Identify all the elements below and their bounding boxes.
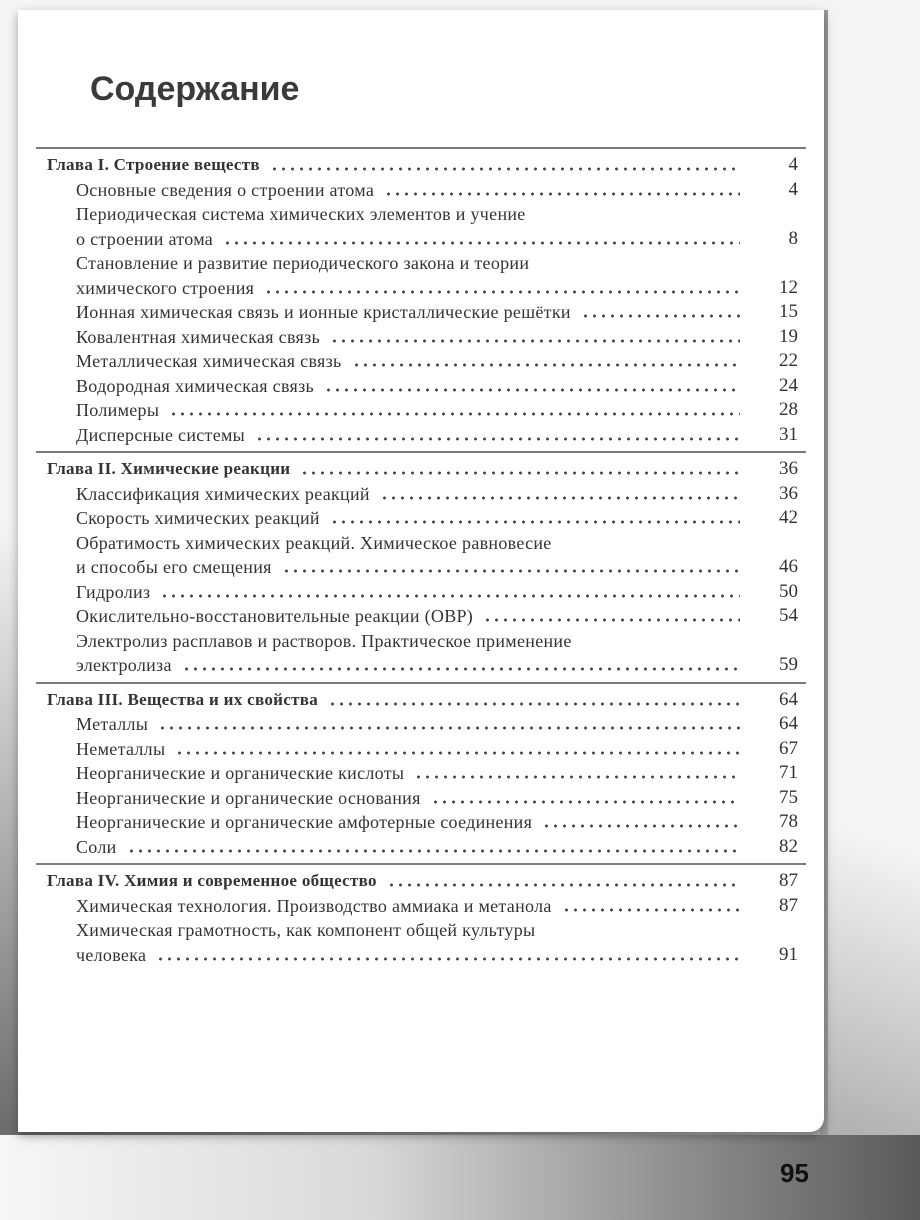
dot-leader xyxy=(384,192,740,196)
toc-page-number: 28 xyxy=(779,399,798,420)
toc-page-number: 50 xyxy=(779,580,798,602)
dot-leader xyxy=(330,520,740,524)
dot-leader xyxy=(352,363,740,367)
toc-page-number: 82 xyxy=(779,835,798,857)
toc-entry-line: Металлическая химическая связь xyxy=(76,351,342,371)
dot-leader xyxy=(380,496,740,500)
toc-entry-line: Основные сведения о строении атома xyxy=(76,179,375,200)
chapter-divider xyxy=(36,863,806,865)
toc-page-number: 67 xyxy=(779,737,798,759)
toc-page-number: 46 xyxy=(779,556,798,577)
dot-leader xyxy=(182,667,740,671)
toc-entry-line: Неорганические и органические амфотерные соединения xyxy=(76,812,533,832)
dot-leader xyxy=(175,751,740,755)
toc-entry-line: Обратимость химических реакций. Химическое равновесие xyxy=(76,532,552,553)
toc-page-number: 22 xyxy=(779,350,798,371)
toc-entry-line: химического строения xyxy=(76,277,255,298)
toc-entry-line: электролиза xyxy=(76,655,172,675)
dot-leader xyxy=(270,167,740,171)
chapter-heading: Глава II. Химические реакции xyxy=(47,459,291,478)
page-number: 95 xyxy=(780,1158,809,1188)
toc-entry-line: человека xyxy=(76,944,147,965)
toc-page-number: 31 xyxy=(779,423,798,445)
dot-leader xyxy=(300,471,740,475)
toc-entry-line: Становление и развитие периодического закона и теории xyxy=(76,253,530,273)
chapter-page-number: 4 xyxy=(788,154,798,175)
toc-page-number: 4 xyxy=(788,178,798,200)
dot-leader xyxy=(282,569,740,573)
toc-entry-line: Соли xyxy=(76,836,117,857)
toc-entry-line: Окислительно-восстановительные реакции (ОВР) xyxy=(76,606,474,626)
dot-leader xyxy=(158,726,740,730)
toc-entry-line: Водородная химическая связь xyxy=(76,375,315,396)
chapter-heading: Глава III. Вещества и их свойства xyxy=(47,689,319,709)
page-title: Содержание xyxy=(90,70,300,108)
toc-page-number: 15 xyxy=(779,301,798,322)
toc-page-number: 42 xyxy=(779,507,798,528)
toc-page-number: 8 xyxy=(788,227,798,249)
dot-leader xyxy=(581,314,740,318)
toc-page-number: 59 xyxy=(779,654,798,675)
dot-leader xyxy=(328,702,740,706)
dot-leader xyxy=(169,412,740,416)
toc-page-number: 54 xyxy=(779,605,798,626)
dot-leader xyxy=(330,339,740,343)
dot-leader xyxy=(127,849,740,853)
dot-leader xyxy=(264,290,740,294)
toc-page-number: 87 xyxy=(779,894,798,916)
toc-page-number: 24 xyxy=(779,374,798,396)
dot-leader xyxy=(542,824,740,828)
dot-leader xyxy=(431,800,740,804)
toc-entry-line: и способы его смещения xyxy=(76,557,272,577)
toc-entry-line: Неметаллы xyxy=(76,738,166,759)
toc-entry-line: Полимеры xyxy=(76,400,160,420)
toc-page-number: 71 xyxy=(779,762,798,783)
chapter-page-number: 36 xyxy=(779,458,798,479)
toc-entry-line: Скорость химических реакций xyxy=(76,508,320,528)
chapter-divider xyxy=(36,147,806,149)
dot-leader xyxy=(414,775,740,779)
dot-leader xyxy=(255,437,740,441)
dot-leader xyxy=(156,957,740,961)
toc-entry-line: Электролиз расплавов и растворов. Практическое применение xyxy=(76,630,572,651)
chapter-heading: Глава I. Строение веществ xyxy=(47,155,260,174)
dot-leader xyxy=(223,241,740,245)
toc-entry-line: Неорганические и органические кислоты xyxy=(76,763,405,783)
toc-entry-line: Дисперсные системы xyxy=(76,424,246,445)
toc-entry-line: Ионная химическая связь и ионные кристаллические решётки xyxy=(76,302,571,322)
toc-entry-line: Металлы xyxy=(76,714,149,734)
chapter-heading: Глава IV. Химия и современное общество xyxy=(47,871,377,890)
chapter-page-number: 64 xyxy=(779,688,798,710)
toc-entry-line: Гидролиз xyxy=(76,581,151,602)
dot-leader xyxy=(324,388,740,392)
dot-leader xyxy=(387,883,740,887)
dot-leader xyxy=(160,594,740,598)
toc-entry-line: Периодическая система химических элементов и учение xyxy=(76,204,526,224)
toc-page-number: 36 xyxy=(779,482,798,504)
toc-page-number: 91 xyxy=(779,943,798,965)
chapter-divider xyxy=(36,451,806,453)
dot-leader xyxy=(562,908,740,912)
toc-page-number: 12 xyxy=(779,276,798,298)
toc-page-number: 75 xyxy=(779,786,798,808)
toc-page-number: 19 xyxy=(779,325,798,347)
dot-leader xyxy=(483,618,740,622)
chapter-divider xyxy=(36,682,806,684)
toc-entry-line: Химическая технология. Производство аммиака и метанола xyxy=(76,895,552,916)
toc-entry-line: Химическая грамотность, как компонент общей культуры xyxy=(76,920,536,940)
toc-page-number: 78 xyxy=(779,811,798,832)
toc-entry-line: Классификация химических реакций xyxy=(76,483,370,504)
toc-entry-line: о строении атома xyxy=(76,228,214,249)
toc-page-number: 64 xyxy=(779,713,798,734)
toc-entry-line: Ковалентная химическая связь xyxy=(76,326,321,347)
toc-entry-line: Неорганические и органические основания xyxy=(76,787,421,808)
chapter-page-number: 87 xyxy=(779,870,798,891)
